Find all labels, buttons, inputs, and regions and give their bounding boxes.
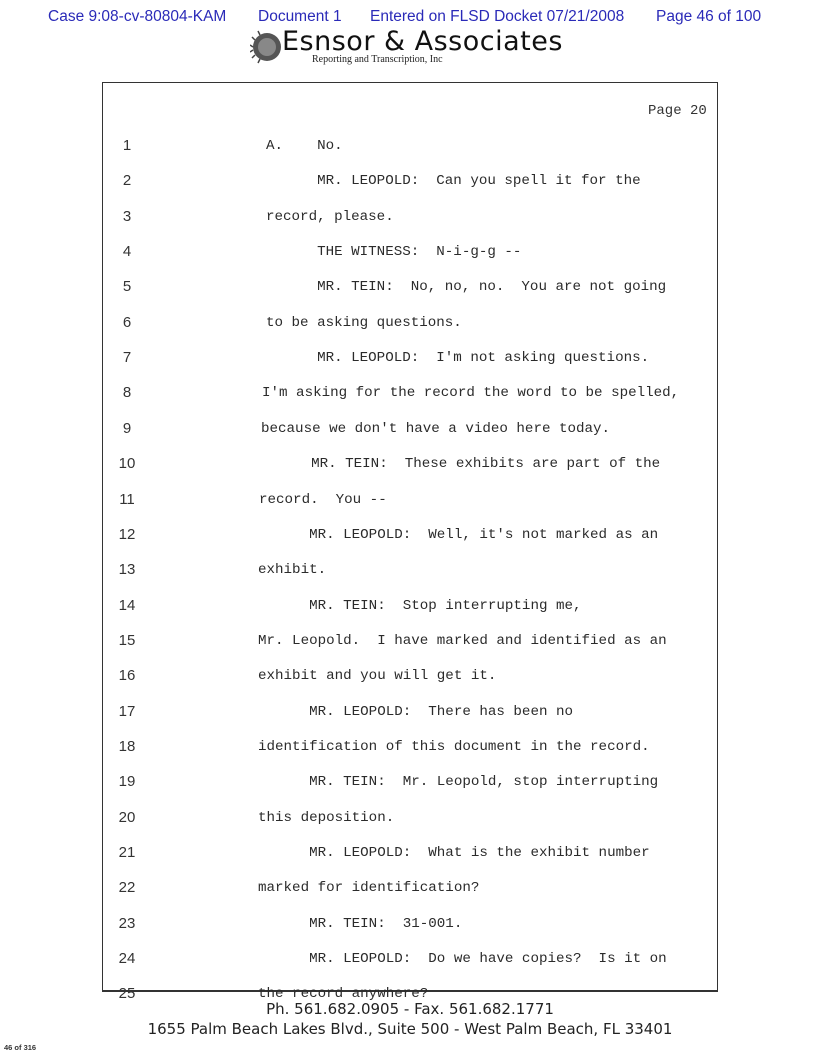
- transcript-line: THE WITNESS: N-i-g-g --: [266, 244, 522, 261]
- footer-phone: Ph. 561.682.0905 - Fax. 561.682.1771: [266, 1000, 554, 1018]
- line-number: 1: [122, 137, 132, 154]
- line-number: 19: [118, 773, 136, 791]
- transcript-line: this deposition.: [258, 809, 395, 826]
- line-number: 4: [122, 243, 132, 261]
- transcript-line: MR. TEIN: Mr. Leopold, stop interrupting: [258, 774, 659, 791]
- reporter-subtitle: Reporting and Transcription, Inc: [312, 54, 443, 65]
- transcript-line: MR. LEOPOLD: Can you spell it for the: [266, 173, 641, 190]
- transcript-line: MR. LEOPOLD: Do we have copies? Is it on: [258, 951, 667, 968]
- transcript-line: record, please.: [266, 208, 394, 225]
- frame-left-border: [102, 82, 103, 992]
- line-number: 9: [122, 419, 132, 437]
- line-number: 10: [118, 455, 136, 473]
- frame-top-border: [102, 82, 718, 83]
- footer-address: 1655 Palm Beach Lakes Blvd., Suite 500 - West Palm Beach, FL 33401: [147, 1020, 673, 1038]
- line-number: 8: [122, 384, 132, 402]
- line-number: 7: [122, 349, 132, 367]
- line-number: 25: [118, 985, 136, 1003]
- line-number: 21: [118, 844, 136, 861]
- transcript-line: MR. LEOPOLD: I'm not asking questions.: [266, 350, 650, 367]
- transcript-page-label: Page 20: [648, 103, 707, 119]
- page-count: 46 of 316: [4, 1043, 37, 1052]
- line-number: 11: [119, 490, 135, 508]
- transcript-line: MR. TEIN: No, no, no. You are not going: [266, 279, 667, 296]
- line-number: 14: [118, 596, 136, 614]
- line-number: 18: [118, 737, 136, 755]
- transcript-line: I'm asking for the record the word to be spelled,: [262, 385, 680, 402]
- line-number: 23: [118, 914, 136, 932]
- reporter-logo: [250, 28, 580, 68]
- line-number: 24: [118, 950, 136, 968]
- case-number: Case 9:08-cv-80804-KAM: [48, 8, 227, 25]
- transcript-line: exhibit.: [258, 562, 327, 579]
- docket-entry: Entered on FLSD Docket 07/21/2008: [370, 8, 625, 25]
- docket-page: Page 46 of 100: [656, 8, 762, 25]
- line-number: 3: [122, 207, 132, 225]
- document-number: Document 1: [258, 8, 342, 25]
- line-number: 6: [122, 313, 132, 331]
- transcript-line: A. No.: [266, 138, 343, 154]
- transcript-line: MR. LEOPOLD: There has been no: [258, 703, 574, 720]
- seal-icon: [250, 28, 284, 66]
- transcript-line: record. You --: [259, 491, 387, 508]
- transcript-line: identification of this document in the record.: [258, 738, 650, 755]
- line-number: 17: [118, 702, 136, 720]
- transcript-line: MR. TEIN: Stop interrupting me,: [258, 597, 582, 614]
- transcript-line: Mr. Leopold. I have marked and identified as an: [258, 632, 667, 649]
- transcript-line: because we don't have a video here today.: [261, 420, 611, 437]
- transcript-line: to be asking questions.: [266, 314, 462, 331]
- transcript-line: MR. LEOPOLD: Well, it's not marked as an: [258, 526, 659, 543]
- transcript-line: the record anywhere?: [258, 986, 429, 1003]
- line-number: 12: [118, 525, 136, 543]
- line-number: 2: [122, 172, 132, 190]
- line-number: 20: [118, 808, 136, 826]
- line-number: 16: [118, 667, 136, 685]
- line-number: 22: [118, 879, 136, 897]
- transcript-line: MR. TEIN: 31-001.: [258, 915, 463, 932]
- transcript-line: exhibit and you will get it.: [258, 668, 497, 685]
- transcript-line: MR. TEIN: These exhibits are part of the: [260, 456, 661, 473]
- transcript-line: MR. LEOPOLD: What is the exhibit number: [258, 845, 650, 861]
- line-number: 15: [118, 631, 136, 649]
- line-number: 13: [118, 561, 136, 579]
- reporter-name: Esnsor & Associates: [282, 26, 563, 57]
- transcript-line: marked for identification?: [258, 880, 480, 897]
- line-number: 5: [122, 278, 132, 296]
- frame-right-border: [717, 82, 718, 992]
